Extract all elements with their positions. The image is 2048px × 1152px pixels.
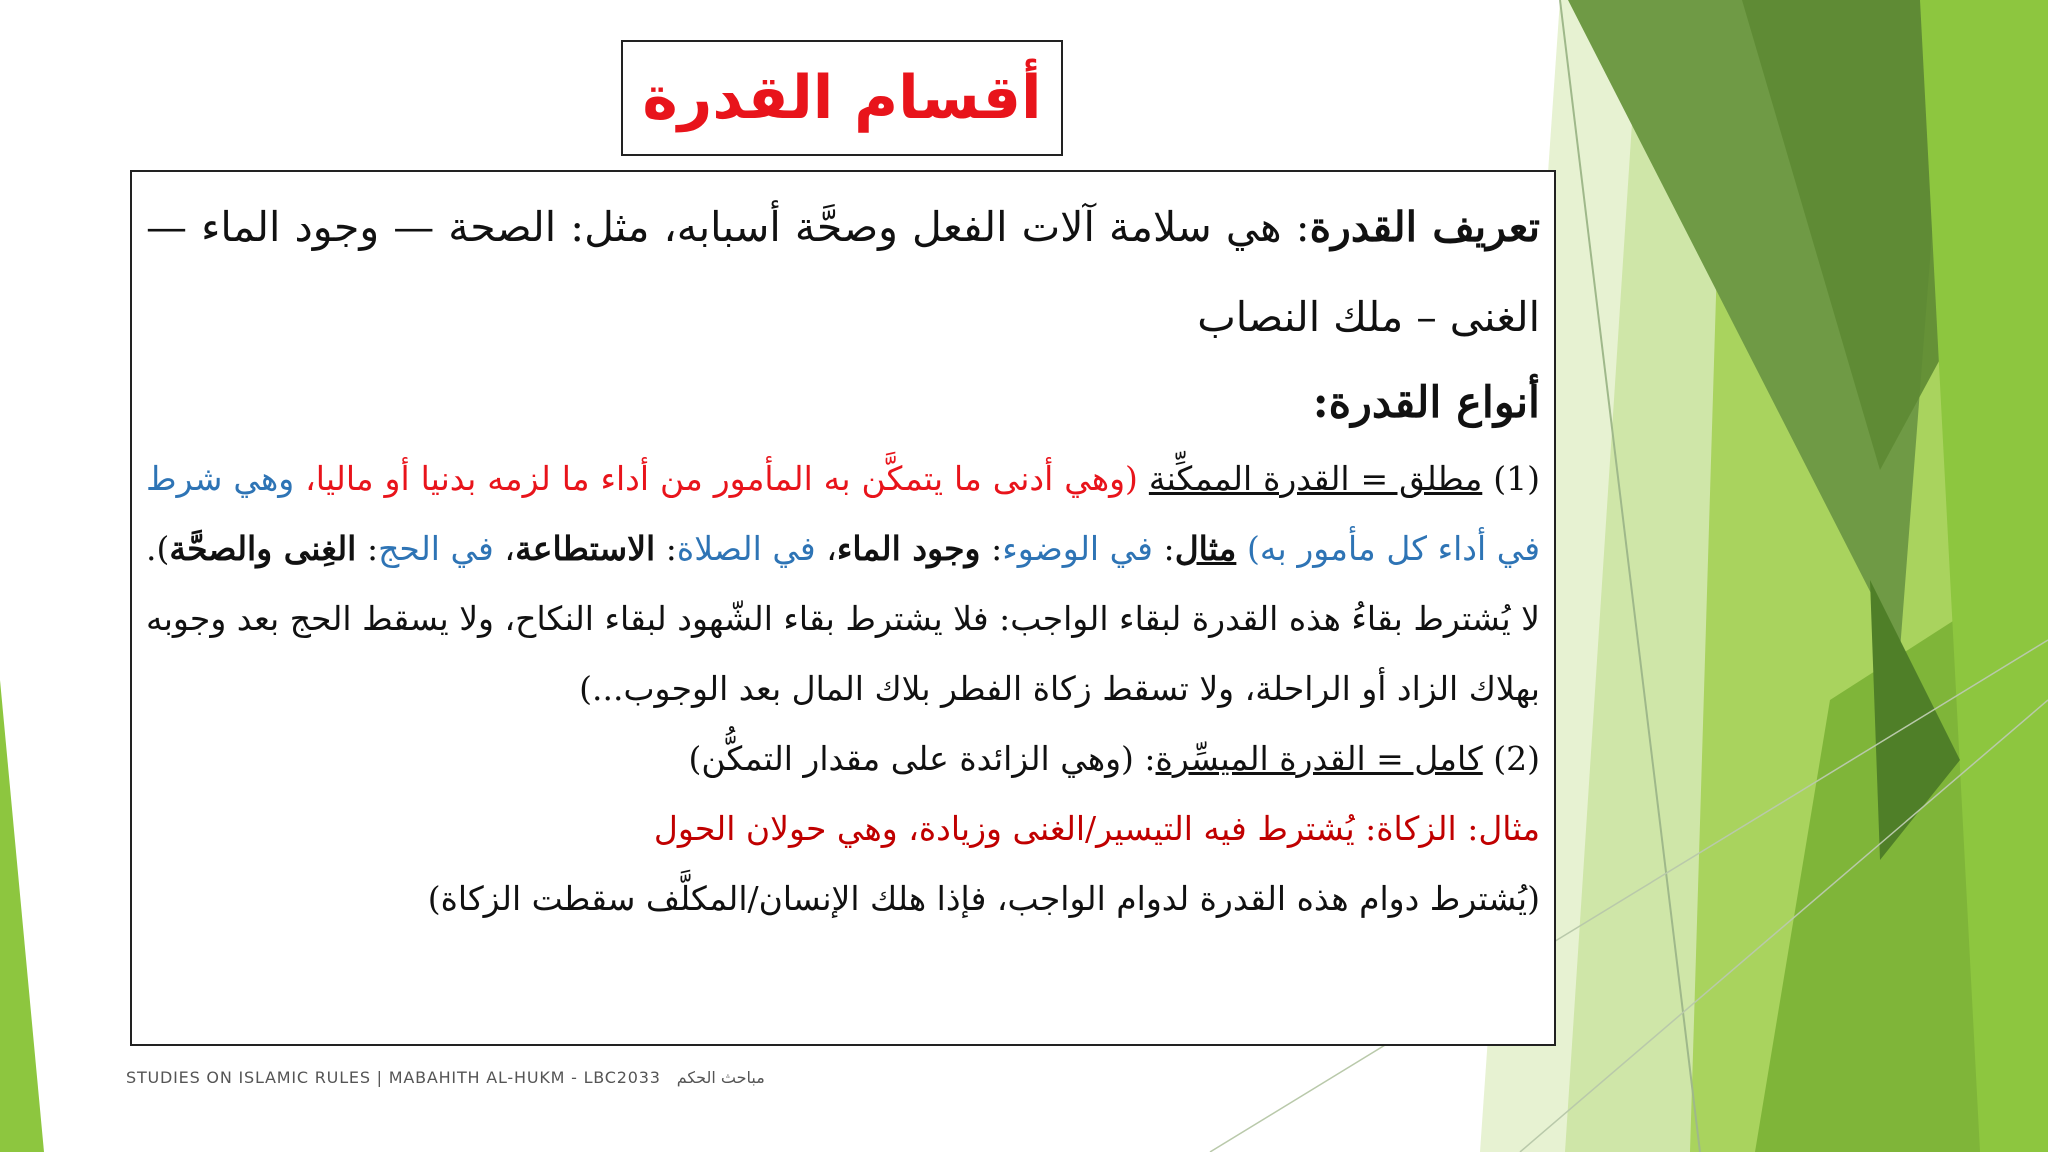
- definition-label: تعريف القدرة: [1309, 203, 1540, 251]
- title-box: [621, 40, 1063, 156]
- type1-description: (وهي أدنى ما يتمكَّن به المأمور من أداء ما لزمه بدنيا أو ماليا،: [294, 459, 1149, 498]
- type2-paragraph: [146, 724, 1540, 794]
- type1-number: (1): [1482, 459, 1540, 498]
- definition-text: : هي سلامة آلات الفعل وصحَّة أسبابه، مثل: الصحة — وجود الماء — الغنى – ملك النصاب: [146, 203, 1540, 341]
- colon: :: [1152, 529, 1175, 568]
- hajj-label: في الحج: [378, 529, 494, 568]
- colon: :: [356, 529, 379, 568]
- type1-paragraph: [146, 444, 1540, 724]
- type2-note: (يُشترط دوام هذه القدرة لدوام الواجب، فإذا هلك الإنسان/المكلَّف سقطت الزكاة): [427, 879, 1540, 918]
- hajj-value: الغِنى والصحَّة: [169, 529, 357, 568]
- type2-description: : (وهي الزائدة على مقدار التمكُّن): [688, 739, 1156, 778]
- type1-condition: وهي شرط في أداء كل مأمور به): [146, 459, 1541, 568]
- wudu-value: وجود الماء: [836, 529, 981, 568]
- type2-example: مثال: الزكاة: يُشترط فيه التيسير/الغنى وزيادة، وهي حولان الحول: [653, 809, 1540, 848]
- left-green-shape: [0, 680, 44, 1152]
- wudu-label: في الوضوء: [1002, 529, 1153, 568]
- separator: ،: [493, 529, 516, 568]
- content-box: [130, 170, 1556, 1046]
- colon: :: [655, 529, 677, 568]
- footer-arabic: مباحث الحكم: [676, 1068, 765, 1087]
- salah-label: في الصلاة: [676, 529, 816, 568]
- types-heading: أنواع القدرة:: [1312, 378, 1540, 428]
- footer: [126, 1068, 765, 1087]
- type1-example-label: مثال: [1174, 529, 1237, 568]
- colon: :: [980, 529, 1003, 568]
- slide-title: أقسام القدرة: [642, 63, 1042, 133]
- type1-note: ). لا يُشترط بقاءُ هذه القدرة لبقاء الواجب: فلا يشترط بقاء الشّهود لبقاء النكاح، ولا يسقط الحج بعد وجوبه بهلاك الزاد أو الراحلة، ولا تسقط زكاة الفطر بلاك المال بعد الوجوب...): [146, 529, 1540, 708]
- type2-number: (2): [1482, 739, 1540, 778]
- salah-value: الاستطاعة: [515, 529, 656, 568]
- type2-term: كامل = القدرة الميسِّرة: [1155, 739, 1483, 778]
- separator: ،: [815, 529, 837, 568]
- type1-term: مطلق = القدرة الممكِّنة: [1148, 459, 1483, 498]
- footer-course: STUDIES ON ISLAMIC RULES | MABAHITH AL-HUKM - LBC2033: [126, 1068, 661, 1087]
- definition-paragraph: [146, 182, 1540, 362]
